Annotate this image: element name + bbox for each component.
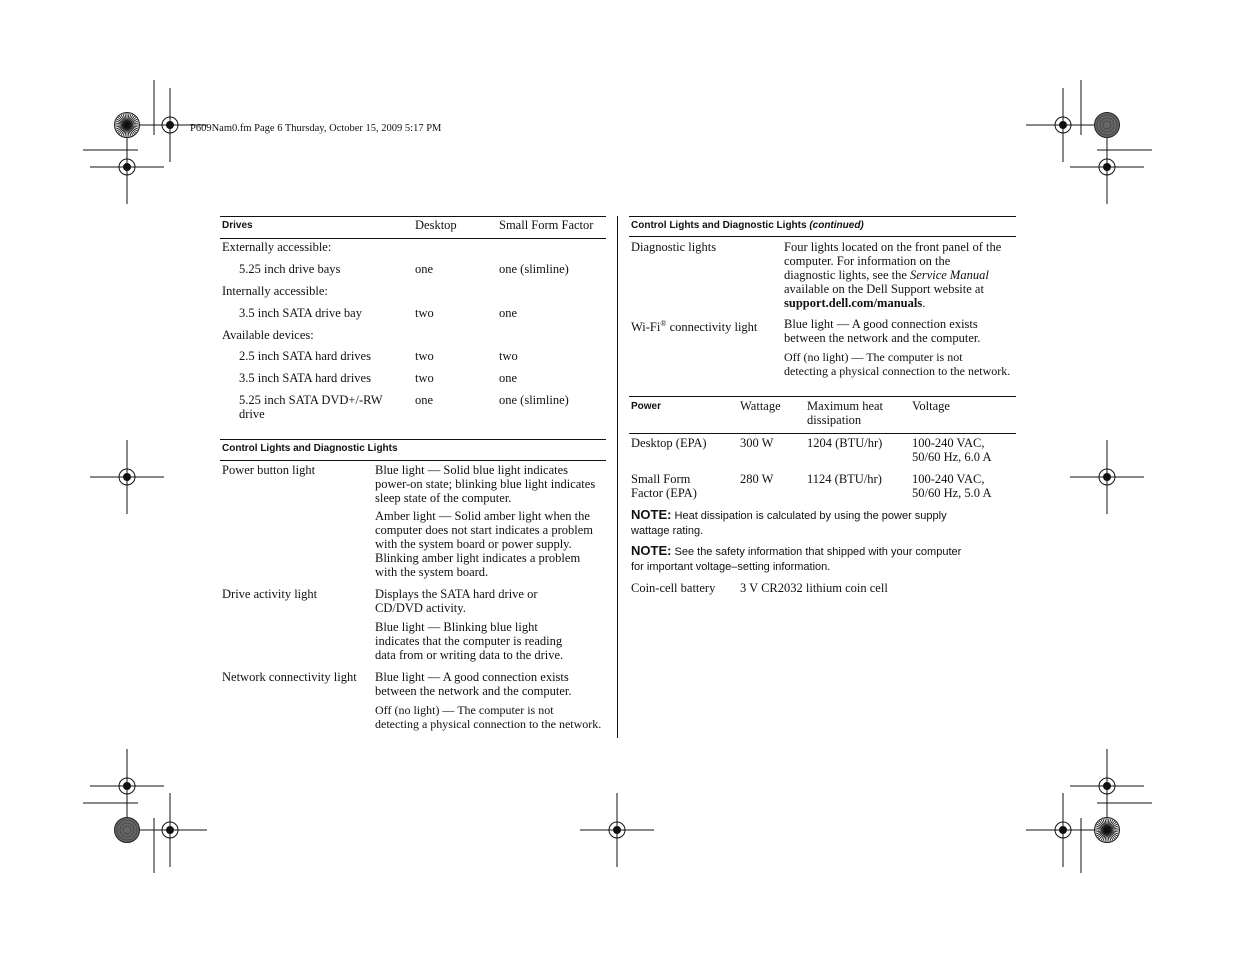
power-sff-voltage: 100-240 VAC, 50/60 Hz, 5.0 A (912, 472, 992, 500)
drives-dvd-line1: 5.25 inch SATA DVD+/-RW (239, 393, 383, 407)
network-light-text-b: Off (no light) — The computer is not detecting a physical connection to the network. (375, 703, 602, 731)
lights-header: Control Lights and Diagnostic Lights (222, 443, 398, 454)
drives-header-rule (220, 238, 606, 239)
drives-hd25-desktop: two (415, 349, 434, 363)
drives-hd35-desktop: two (415, 371, 434, 385)
drive-activity-text-b: Blue light — Blinking blue light indicates that the computer is reading data from or writing data to the drive. (375, 620, 564, 662)
drives-col-desktop: Desktop (415, 218, 457, 232)
power-desktop-label: Desktop (EPA) (631, 436, 707, 450)
registration-target-icon (90, 130, 164, 204)
power-header-rule (629, 433, 1016, 434)
drive-activity-text-a: Displays the SATA hard drive or CD/DVD activity. (375, 587, 538, 615)
network-light-label: Network connectivity light (222, 670, 357, 684)
star-target-icon (1095, 818, 1120, 843)
drives-dvd-line2: drive (239, 407, 265, 421)
diagnostic-lights-text: Four lights located on the front panel of the computer. For information on the diagnostic lights, see the Service Manual available on the Dell Support website at support.dell.com/manuals. (784, 240, 1002, 310)
lights-cont-header: Control Lights and Diagnostic Lights (continued) (631, 220, 864, 231)
power-amber-text: Amber light — Solid amber light when the computer does not start indicates a problem with the system board or power supply. Blinking amber light indicates a problem with the system board. (375, 509, 593, 579)
registration-target-icon (580, 793, 654, 867)
color-dot-icon (115, 818, 140, 843)
drives-bay35-sff: one (499, 306, 518, 320)
power-sff-label: Small Form Factor (EPA) (631, 472, 697, 500)
power-header: Power (631, 401, 662, 412)
note-safety: NOTE: See the safety information that shipped with your computer for important voltage–setting information. (631, 543, 962, 573)
coin-cell-value: 3 V CR2032 lithium coin cell (740, 581, 888, 595)
star-target-icon (115, 113, 140, 138)
drives-hd25: 2.5 inch SATA hard drives (239, 349, 371, 363)
drives-top-rule (220, 216, 606, 217)
color-dot-icon (1095, 113, 1120, 138)
drives-dvd-sff: one (slimline) (499, 393, 569, 407)
column-divider (617, 216, 618, 738)
power-sff-wattage: 280 W (740, 472, 774, 486)
lights-cont-header-rule (629, 236, 1016, 237)
lights-cont-top-rule (629, 216, 1016, 217)
power-sff-heat: 1124 (BTU/hr) (807, 472, 882, 486)
drives-hd35-sff: one (499, 371, 518, 385)
wifi-light-text-a: Blue light — A good connection exists between the network and the computer. (784, 317, 981, 345)
drives-hd25-sff: two (499, 349, 518, 363)
drives-hd35: 3.5 inch SATA hard drives (239, 371, 371, 385)
drives-bay35: 3.5 inch SATA drive bay (239, 306, 362, 320)
drives-dvd-desktop: one (415, 393, 434, 407)
power-col-wattage: Wattage (740, 399, 781, 413)
drives-ext-label: Externally accessible: (222, 240, 332, 254)
registration-target-icon (1026, 88, 1100, 162)
note-heat: NOTE: Heat dissipation is calculated by using the power supply wattage rating. (631, 507, 947, 537)
drives-bay525-sff: one (slimline) (499, 262, 569, 276)
drives-header: Drives (222, 220, 253, 231)
lights-top-rule (220, 439, 606, 440)
wifi-light-label: Wi-Fi® connectivity light (631, 319, 758, 335)
power-blue-text: Blue light — Solid blue light indicates power-on state; blinking blue light indicates sleep state of the computer. (375, 463, 596, 505)
power-top-rule (629, 396, 1016, 397)
power-button-light-label: Power button light (222, 463, 316, 477)
lights-header-rule (220, 460, 606, 461)
registration-target-icon (1070, 130, 1144, 204)
registration-target-icon (133, 793, 207, 867)
diagnostic-lights-label: Diagnostic lights (631, 240, 717, 254)
power-desktop-voltage: 100-240 VAC, 50/60 Hz, 6.0 A (912, 436, 992, 464)
drives-int-label: Internally accessible: (222, 284, 328, 298)
coin-cell-label: Coin-cell battery (631, 581, 716, 595)
drives-avail-label: Available devices: (222, 328, 314, 342)
network-light-text-a: Blue light — A good connection exists between the network and the computer. (375, 670, 572, 698)
registration-target-icon (90, 440, 164, 514)
power-desktop-wattage: 300 W (740, 436, 774, 450)
power-col-heat: Maximum heat dissipation (807, 399, 884, 427)
power-col-voltage: Voltage (912, 399, 950, 413)
registration-target-icon (1070, 749, 1144, 823)
drives-bay35-desktop: two (415, 306, 434, 320)
drives-col-sff: Small Form Factor (499, 218, 594, 232)
drives-bay525-desktop: one (415, 262, 434, 276)
file-slug: P609Nam0.fm Page 6 Thursday, October 15, 2009 5:17 PM (190, 123, 442, 134)
registration-target-icon (1026, 793, 1100, 867)
power-desktop-heat: 1204 (BTU/hr) (807, 436, 883, 450)
wifi-light-text-b: Off (no light) — The computer is not detecting a physical connection to the network. (784, 350, 1011, 378)
registration-target-icon (1070, 440, 1144, 514)
support-link: support.dell.com/manuals (784, 296, 923, 310)
drives-bay525: 5.25 inch drive bays (239, 262, 341, 276)
registration-target-icon (90, 749, 164, 823)
drive-activity-label: Drive activity light (222, 587, 318, 601)
